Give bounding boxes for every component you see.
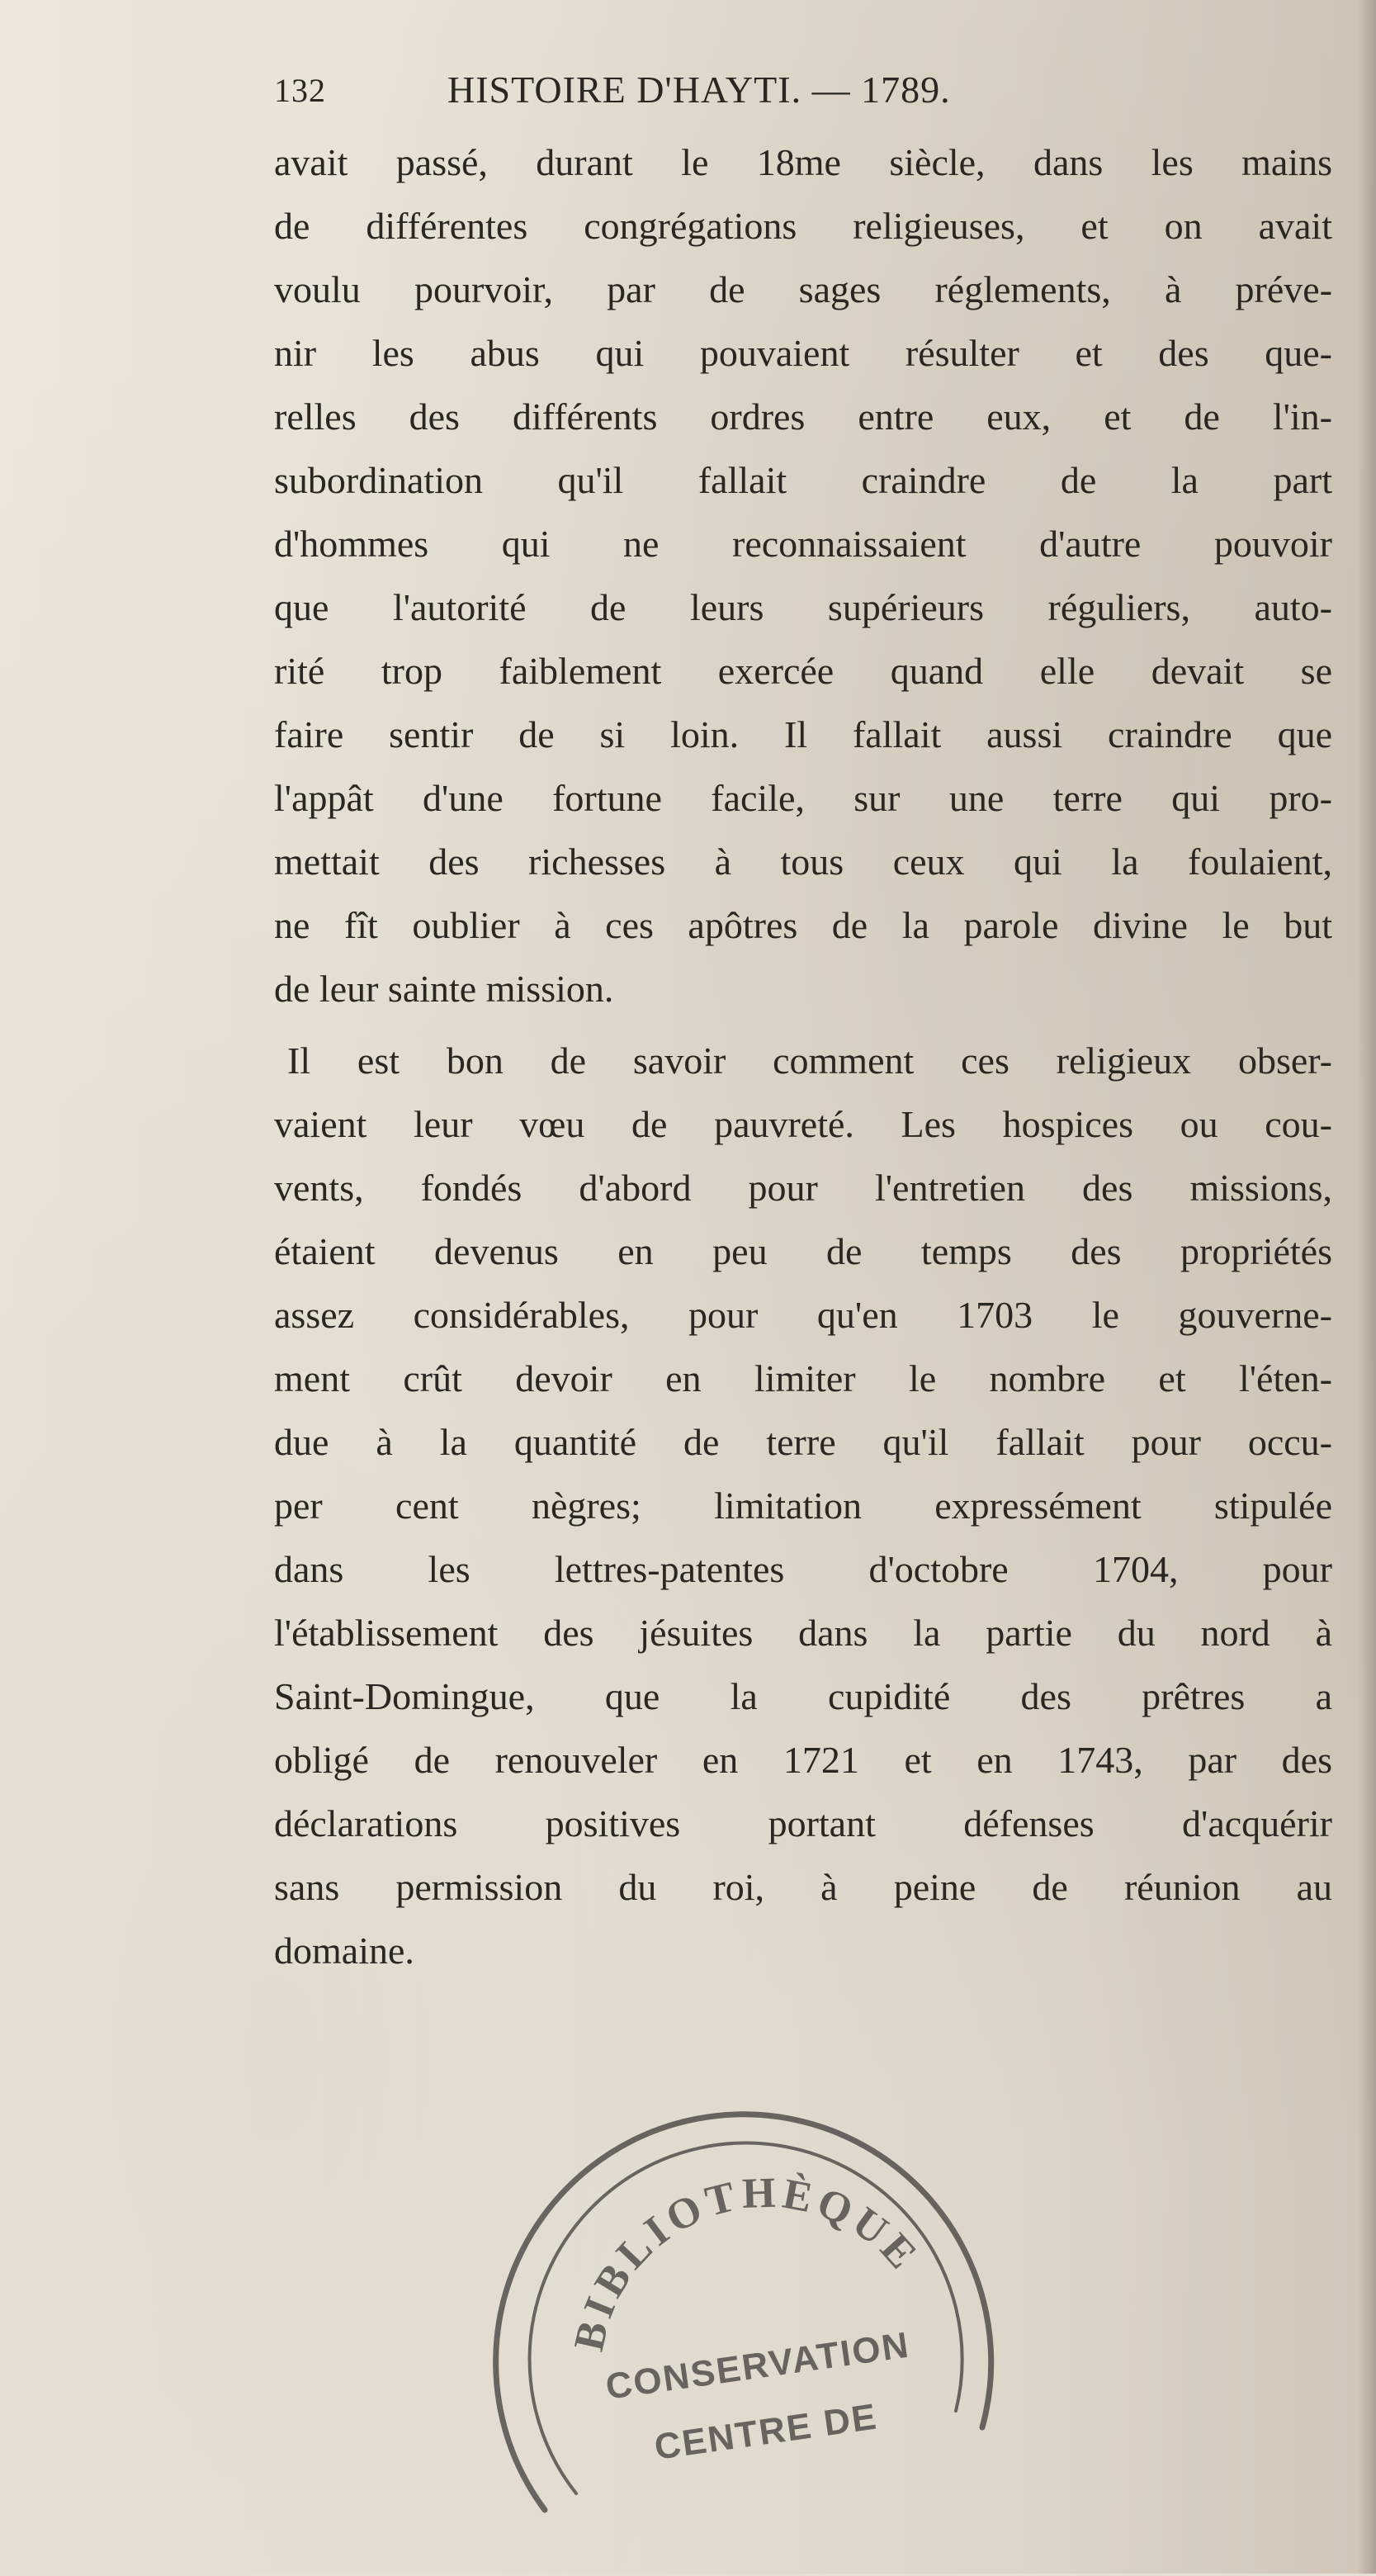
text-line: obligé de renouveler en 1721 et en 1743, par des (274, 1739, 1332, 1781)
text-line: relles des différents ordres entre eux, et de l'in- (274, 395, 1332, 438)
text-line: étaient devenus en peu de temps des propriétés (274, 1230, 1332, 1272)
text-line: mettait des richesses à tous ceux qui la foulaient, (274, 841, 1332, 883)
text-line: l'établissement des jésuites dans la partie du nord à (274, 1612, 1332, 1654)
text-line: de différentes congrégations religieuses, et on avait (274, 205, 1332, 247)
running-title: HISTOIRE D'HAYTI. — 1789. (447, 69, 951, 111)
text-line: d'hommes qui ne reconnaissaient d'autre pouvoir (274, 523, 1332, 565)
stamp-ring-text: BIBLIOTHÈQUE (565, 2169, 929, 2356)
stamp-center-line-1: CONSERVATION (603, 2324, 913, 2408)
text-line: dans les lettres-patentes d'octobre 1704, pour (274, 1548, 1332, 1590)
text-line: subordination qu'il fallait craindre de la part (274, 459, 1332, 501)
text-line: ne fît oublier à ces apôtres de la parole divine le but (274, 904, 1332, 946)
paragraph-2 (274, 1029, 1332, 1982)
text-line: Saint-Domingue, que la cupidité des prêtres a (274, 1675, 1332, 1717)
text-line: l'appât d'une fortune facile, sur une terre qui pro- (274, 777, 1332, 819)
text-line: ment crût devoir en limiter le nombre et l'éten- (274, 1357, 1332, 1399)
text-line: déclarations positives portant défenses d'acquérir (274, 1802, 1332, 1844)
text-line: voulu pourvoir, par de sages réglements, à préve- (274, 268, 1332, 310)
text-line: avait passé, durant le 18me siècle, dans les mains (274, 141, 1332, 183)
page-number: 132 (274, 72, 326, 109)
text-line: rité trop faiblement exercée quand elle devait se (274, 650, 1332, 692)
text-line: de leur sainte mission. (274, 968, 614, 1010)
body-text (274, 130, 1332, 1982)
text-line: domaine. (274, 1930, 414, 1972)
library-stamp (479, 2081, 1040, 2576)
text-line: due à la quantité de terre qu'il fallait pour occu- (274, 1421, 1332, 1463)
text-line: vents, fondés d'abord pour l'entretien des missions, (274, 1167, 1332, 1209)
text-line: faire sentir de si loin. Il fallait aussi craindre que (274, 713, 1332, 755)
text-line: que l'autorité de leurs supérieurs réguliers, auto- (274, 586, 1332, 628)
page-edge-shadow (1358, 0, 1376, 2574)
text-line: nir les abus qui pouvaient résulter et des que- (274, 332, 1332, 374)
paragraph-gap (274, 1020, 1332, 1029)
text-line: vaient leur vœu de pauvreté. Les hospices ou cou- (274, 1103, 1332, 1145)
paragraph-1 (274, 130, 1332, 1020)
text-line: sans permission du roi, à peine de réunion au (274, 1866, 1332, 1908)
text-line: per cent nègres; limitation expressément stipulée (274, 1485, 1332, 1527)
running-head (274, 68, 1166, 125)
stamp-center-line-2: CENTRE DE (651, 2396, 881, 2468)
text-line: Il est bon de savoir comment ces religieux obser- (287, 1039, 1332, 1082)
text-line: assez considérables, pour qu'en 1703 le gouverne- (274, 1294, 1332, 1336)
